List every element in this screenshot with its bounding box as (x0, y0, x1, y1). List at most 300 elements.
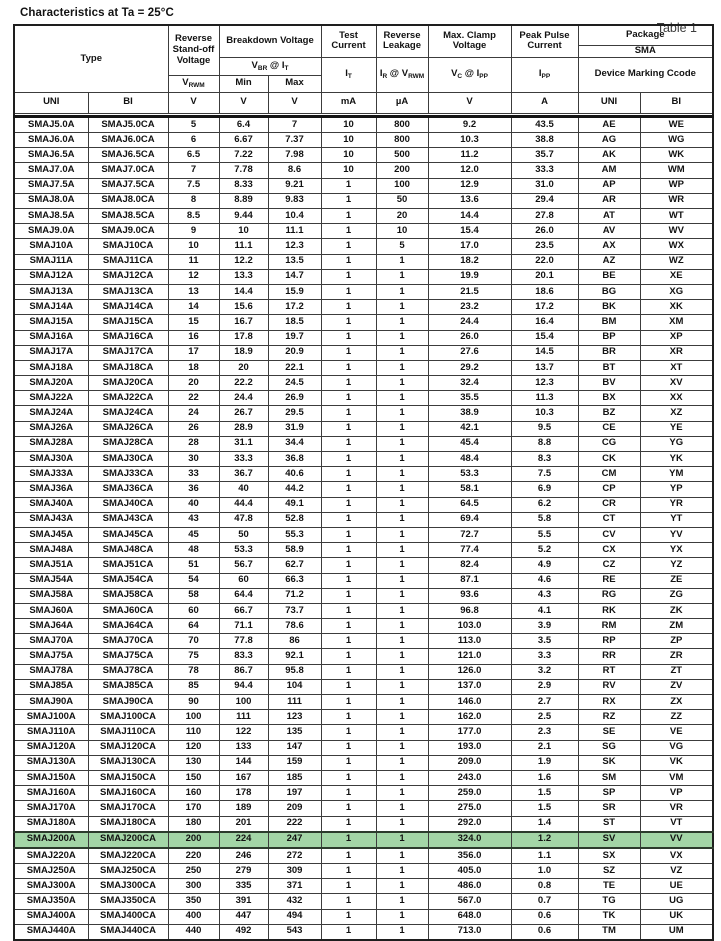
table-cell: SMAJ170A (14, 801, 88, 816)
table-cell: 1 (321, 755, 376, 770)
table-cell: SMAJ64A (14, 619, 88, 634)
table-cell: 9 (168, 224, 219, 239)
table-row (14, 619, 713, 634)
table-cell: 9.44 (219, 209, 268, 224)
table-cell: 11 (168, 254, 219, 269)
table-cell: 167 (219, 770, 268, 785)
table-cell: SK (578, 755, 640, 770)
table-cell: 58.9 (268, 543, 321, 558)
table-cell: 38.9 (428, 406, 511, 421)
table-row (14, 345, 713, 360)
table-cell: 20 (376, 209, 428, 224)
table-cell: CK (578, 452, 640, 467)
table-cell: SMAJ26A (14, 421, 88, 436)
table-cell: YM (640, 467, 713, 482)
table-cell: 1 (321, 649, 376, 664)
table-cell: 193.0 (428, 740, 511, 755)
table-cell: 49.1 (268, 497, 321, 512)
table-cell: BT (578, 360, 640, 375)
table-cell: SMAJ58A (14, 588, 88, 603)
table-cell: 272 (268, 848, 321, 864)
table-cell: SMAJ13CA (88, 284, 168, 299)
table-cell: 1 (376, 360, 428, 375)
table-cell: 7 (268, 116, 321, 132)
table-cell: 189 (219, 801, 268, 816)
table-cell: YP (640, 482, 713, 497)
table-cell: 10 (321, 133, 376, 148)
table-cell: 440 (168, 924, 219, 940)
table-cell: 1 (376, 467, 428, 482)
table-row (14, 376, 713, 391)
table-cell: WV (640, 224, 713, 239)
table-cell: 23.2 (428, 300, 511, 315)
table-cell: 9.21 (268, 178, 321, 193)
table-cell: BM (578, 315, 640, 330)
table-cell: CR (578, 497, 640, 512)
table-cell: YZ (640, 558, 713, 573)
table-cell: 6.2 (511, 497, 578, 512)
table-cell: SMAJ51CA (88, 558, 168, 573)
table-cell: SMAJ170CA (88, 801, 168, 816)
table-cell: 24.5 (268, 376, 321, 391)
table-cell: TG (578, 894, 640, 909)
table-cell: 1 (376, 710, 428, 725)
table-cell: 185 (268, 770, 321, 785)
table-cell: 1 (321, 512, 376, 527)
table-cell: SMAJ33CA (88, 467, 168, 482)
table-cell: 62.7 (268, 558, 321, 573)
table-cell: SMAJ16CA (88, 330, 168, 345)
table-cell: 17.2 (511, 300, 578, 315)
table-cell: 209 (268, 801, 321, 816)
table-row (14, 664, 713, 679)
table-cell: 40.6 (268, 467, 321, 482)
table-cell: 16.4 (511, 315, 578, 330)
table-cell: 1 (376, 527, 428, 542)
table-cell: WG (640, 133, 713, 148)
table-cell: SMAJ85A (14, 679, 88, 694)
table-cell: CZ (578, 558, 640, 573)
table-cell: SMAJ70CA (88, 634, 168, 649)
table-cell: 1 (321, 634, 376, 649)
table-cell: YE (640, 421, 713, 436)
table-cell: SMAJ7.5CA (88, 178, 168, 193)
table-cell: 45 (168, 527, 219, 542)
table-cell: 1 (321, 452, 376, 467)
table-cell: SMAJ11CA (88, 254, 168, 269)
table-row (14, 909, 713, 924)
table-cell: SMAJ20A (14, 376, 88, 391)
table-cell: 18.9 (219, 345, 268, 360)
table-cell: SMAJ18CA (88, 360, 168, 375)
table-cell: 137.0 (428, 679, 511, 694)
table-row (14, 512, 713, 527)
table-cell: ZP (640, 634, 713, 649)
table-cell: 200 (376, 163, 428, 178)
table-cell: 178 (219, 786, 268, 801)
table-cell: 15.4 (428, 224, 511, 239)
table-row (14, 497, 713, 512)
table-row (14, 573, 713, 588)
table-cell: 24 (168, 406, 219, 421)
table-cell: 6.9 (511, 482, 578, 497)
table-cell: 100 (376, 178, 428, 193)
table-cell: 34.4 (268, 436, 321, 451)
table-cell: 14.4 (428, 209, 511, 224)
table-cell: 7.5 (511, 467, 578, 482)
table-row (14, 740, 713, 755)
table-cell: 15.6 (219, 300, 268, 315)
table-row (14, 254, 713, 269)
table-cell: 69.4 (428, 512, 511, 527)
table-cell: 1 (376, 848, 428, 864)
table-cell: 5.2 (511, 543, 578, 558)
table-cell: 28.9 (219, 421, 268, 436)
table-cell: 3.3 (511, 649, 578, 664)
table-cell: 31.0 (511, 178, 578, 193)
table-cell: 1 (321, 816, 376, 832)
table-cell: 29.2 (428, 360, 511, 375)
table-cell: 1.0 (511, 864, 578, 879)
table-cell: 170 (168, 801, 219, 816)
table-cell: 4.3 (511, 588, 578, 603)
table-cell: 1 (376, 269, 428, 284)
table-cell: 10 (219, 224, 268, 239)
table-cell: 48.4 (428, 452, 511, 467)
table-cell: 60 (219, 573, 268, 588)
table-cell: SMAJ8.5A (14, 209, 88, 224)
table-cell: 122 (219, 725, 268, 740)
table-cell: 111 (219, 710, 268, 725)
table-cell: SMAJ17A (14, 345, 88, 360)
table-cell: 1 (321, 497, 376, 512)
table-cell: 70 (168, 634, 219, 649)
header-max: Max (268, 75, 321, 92)
table-cell: SMAJ22A (14, 391, 88, 406)
table-cell: 1 (321, 710, 376, 725)
table-cell: 7.98 (268, 148, 321, 163)
table-cell: 123 (268, 710, 321, 725)
table-cell: 11.3 (511, 391, 578, 406)
header-symbol-it: $I_T$ (321, 57, 376, 92)
table-cell: WX (640, 239, 713, 254)
table-cell: 19.9 (428, 269, 511, 284)
table-cell: 103.0 (428, 619, 511, 634)
table-cell: ZZ (640, 710, 713, 725)
table-cell: 11.2 (428, 148, 511, 163)
table-cell: SMAJ15CA (88, 315, 168, 330)
table-cell: 27.8 (511, 209, 578, 224)
table-cell: 1 (321, 376, 376, 391)
table-cell: 1 (321, 391, 376, 406)
table-cell: 3.9 (511, 619, 578, 634)
table-cell: 292.0 (428, 816, 511, 832)
table-cell: CM (578, 467, 640, 482)
header-breakdown-voltage: Breakdown Voltage (219, 25, 321, 57)
header-package: Package (578, 25, 713, 46)
table-cell: 160 (168, 786, 219, 801)
table-cell: UE (640, 879, 713, 894)
table-cell: SMAJ110A (14, 725, 88, 740)
table-cell: 1 (376, 649, 428, 664)
table-cell: 309 (268, 864, 321, 879)
table-row (14, 467, 713, 482)
table-cell: 1 (321, 482, 376, 497)
table-cell: AX (578, 239, 640, 254)
table-cell: 1 (376, 588, 428, 603)
table-row (14, 239, 713, 254)
table-cell: 10 (168, 239, 219, 254)
table-cell: SMAJ12A (14, 269, 88, 284)
table-cell: 1 (321, 894, 376, 909)
table-cell: 1.9 (511, 755, 578, 770)
table-cell: 350 (168, 894, 219, 909)
table-cell: 1 (376, 406, 428, 421)
table-cell: SMAJ28CA (88, 436, 168, 451)
table-cell: SMAJ10A (14, 239, 88, 254)
table-cell: 1 (376, 391, 428, 406)
table-cell: 1 (321, 436, 376, 451)
table-cell: 246 (219, 848, 268, 864)
table-cell: CE (578, 421, 640, 436)
table-cell: 66.3 (268, 573, 321, 588)
table-cell: SMAJ6.5CA (88, 148, 168, 163)
table-cell: SMAJ58CA (88, 588, 168, 603)
table-cell: WP (640, 178, 713, 193)
table-cell: WZ (640, 254, 713, 269)
table-cell: SMAJ150A (14, 770, 88, 785)
table-cell: 54 (168, 573, 219, 588)
table-cell: 121.0 (428, 649, 511, 664)
table-cell: 5.5 (511, 527, 578, 542)
table-cell: 10.4 (268, 209, 321, 224)
table-cell: 400 (168, 909, 219, 924)
table-cell: 60 (168, 603, 219, 618)
unit-max: V (268, 92, 321, 113)
table-cell: VZ (640, 864, 713, 879)
table-cell: SMAJ7.0A (14, 163, 88, 178)
table-cell: 29.4 (511, 193, 578, 208)
table-cell: 42.1 (428, 421, 511, 436)
table-cell: 1 (376, 300, 428, 315)
table-cell: 800 (376, 116, 428, 132)
table-cell: 2.1 (511, 740, 578, 755)
table-cell: 17.0 (428, 239, 511, 254)
table-cell: 10 (321, 148, 376, 163)
table-cell: 1 (376, 315, 428, 330)
table-cell: 82.4 (428, 558, 511, 573)
table-cell: 22.1 (268, 360, 321, 375)
table-cell: SR (578, 801, 640, 816)
table-cell: 126.0 (428, 664, 511, 679)
table-cell: 33.3 (511, 163, 578, 178)
table-cell: 53.3 (428, 467, 511, 482)
table-cell: BR (578, 345, 640, 360)
table-cell: SMAJ78CA (88, 664, 168, 679)
table-cell: SMAJ400A (14, 909, 88, 924)
table-cell: 26 (168, 421, 219, 436)
header-symbol-ir-at-vrwm: $I_R$ @ $V_{RWM}$ (376, 57, 428, 92)
table-cell: 6.4 (219, 116, 268, 132)
table-cell: AG (578, 133, 640, 148)
table-cell: 43.5 (511, 116, 578, 132)
table-cell: 1 (376, 801, 428, 816)
table-cell: 371 (268, 879, 321, 894)
table-cell: 1 (321, 421, 376, 436)
table-cell: WT (640, 209, 713, 224)
table-row (14, 832, 713, 848)
table-cell: 1.5 (511, 801, 578, 816)
table-cell: SMAJ60A (14, 603, 88, 618)
table-row (14, 300, 713, 315)
table-cell: 22.2 (219, 376, 268, 391)
table-cell: 40 (168, 497, 219, 512)
table-cell: 1 (376, 740, 428, 755)
table-cell: 6.5 (168, 148, 219, 163)
table-cell: 1 (376, 482, 428, 497)
table-cell: 8.89 (219, 193, 268, 208)
table-cell: 4.1 (511, 603, 578, 618)
table-cell: 567.0 (428, 894, 511, 909)
table-row (14, 330, 713, 345)
header-package-sma: SMA (578, 46, 713, 58)
table-cell: 73.7 (268, 603, 321, 618)
table-cell: 1 (376, 864, 428, 879)
unit-min: V (219, 92, 268, 113)
table-cell: 71.2 (268, 588, 321, 603)
table-cell: 13 (168, 284, 219, 299)
table-cell: 94.4 (219, 679, 268, 694)
units-row (14, 92, 713, 113)
table-cell: SMAJ110CA (88, 725, 168, 740)
table-cell: 50 (376, 193, 428, 208)
table-cell: BG (578, 284, 640, 299)
table-cell: SP (578, 786, 640, 801)
header-symbol-vc-at-ipp: $V_C$ @ $I_{PP}$ (428, 57, 511, 92)
table-cell: SMAJ64CA (88, 619, 168, 634)
table-cell: 1 (376, 284, 428, 299)
table-cell: 8 (168, 193, 219, 208)
table-cell: 1 (321, 879, 376, 894)
table-cell: SMAJ54CA (88, 573, 168, 588)
table-cell: 1 (376, 755, 428, 770)
table-row (14, 315, 713, 330)
table-row (14, 284, 713, 299)
table-cell: 1 (376, 664, 428, 679)
table-cell: SZ (578, 864, 640, 879)
table-cell: 78 (168, 664, 219, 679)
table-cell: 391 (219, 894, 268, 909)
table-cell: BV (578, 376, 640, 391)
table-row (14, 178, 713, 193)
table-row (14, 848, 713, 864)
table-cell: BK (578, 300, 640, 315)
table-row (14, 391, 713, 406)
table-cell: ZV (640, 679, 713, 694)
table-cell: SMAJ350A (14, 894, 88, 909)
table-cell: SMAJ43CA (88, 512, 168, 527)
table-cell: 8.33 (219, 178, 268, 193)
table-row (14, 634, 713, 649)
table-row (14, 224, 713, 239)
table-cell: 10 (321, 116, 376, 132)
table-cell: SMAJ7.0CA (88, 163, 168, 178)
table-cell: RZ (578, 710, 640, 725)
table-cell: 1 (376, 924, 428, 940)
table-cell: 1 (321, 573, 376, 588)
table-cell: 1 (376, 512, 428, 527)
table-cell: 1 (321, 725, 376, 740)
table-cell: 113.0 (428, 634, 511, 649)
table-cell: SMAJ160CA (88, 786, 168, 801)
table-cell: 19.7 (268, 330, 321, 345)
table-cell: 55.3 (268, 527, 321, 542)
table-cell: 1 (321, 193, 376, 208)
table-cell: 1 (321, 588, 376, 603)
table-cell: 1 (376, 879, 428, 894)
table-cell: SMAJ300CA (88, 879, 168, 894)
table-cell: SMAJ45A (14, 527, 88, 542)
header-device-marking-code: Device Marking Ccode (578, 57, 713, 92)
table-cell: 20.1 (511, 269, 578, 284)
table-cell: 1 (376, 894, 428, 909)
table-cell: 2.9 (511, 679, 578, 694)
table-cell: SMAJ20CA (88, 376, 168, 391)
table-cell: SMAJ6.5A (14, 148, 88, 163)
table-cell: SMAJ14A (14, 300, 88, 315)
table-cell: 17 (168, 345, 219, 360)
characteristics-table (13, 24, 714, 941)
table-cell: SMAJ6.0A (14, 133, 88, 148)
table-cell: 50 (219, 527, 268, 542)
table-cell: 1 (321, 467, 376, 482)
table-cell: 17.2 (268, 300, 321, 315)
table-cell: SMAJ26CA (88, 421, 168, 436)
table-cell: SMAJ48CA (88, 543, 168, 558)
table-cell: 1 (321, 360, 376, 375)
table-cell: 20 (168, 376, 219, 391)
table-cell: 7.37 (268, 133, 321, 148)
table-cell: SMAJ75A (14, 649, 88, 664)
table-row (14, 679, 713, 694)
table-cell: 1 (321, 330, 376, 345)
table-cell: 12.9 (428, 178, 511, 193)
table-row (14, 770, 713, 785)
table-cell: SMAJ40CA (88, 497, 168, 512)
table-cell: SMAJ120A (14, 740, 88, 755)
table-cell: 1.2 (511, 832, 578, 848)
table-cell: SMAJ40A (14, 497, 88, 512)
unit-vc: V (428, 92, 511, 113)
table-cell: CX (578, 543, 640, 558)
table-cell: SMAJ45CA (88, 527, 168, 542)
table-cell: 1 (321, 224, 376, 239)
table-cell: VR (640, 801, 713, 816)
table-cell: 8.6 (268, 163, 321, 178)
table-cell: 8.3 (511, 452, 578, 467)
table-cell: YV (640, 527, 713, 542)
table-cell: BE (578, 269, 640, 284)
header-symbol-vbr-at-it: $V_{BR}$ @ $I_T$ (219, 57, 321, 75)
table-cell: 21.5 (428, 284, 511, 299)
table-cell: 35.7 (511, 148, 578, 163)
table-cell: 486.0 (428, 879, 511, 894)
header-reverse-standoff-voltage: Reverse Stand-off Voltage (168, 25, 219, 75)
table-cell: SMAJ300A (14, 879, 88, 894)
table-cell: 1 (321, 558, 376, 573)
table-cell: SMAJ36CA (88, 482, 168, 497)
header-reverse-leakage: Reverse Leakage (376, 25, 428, 57)
